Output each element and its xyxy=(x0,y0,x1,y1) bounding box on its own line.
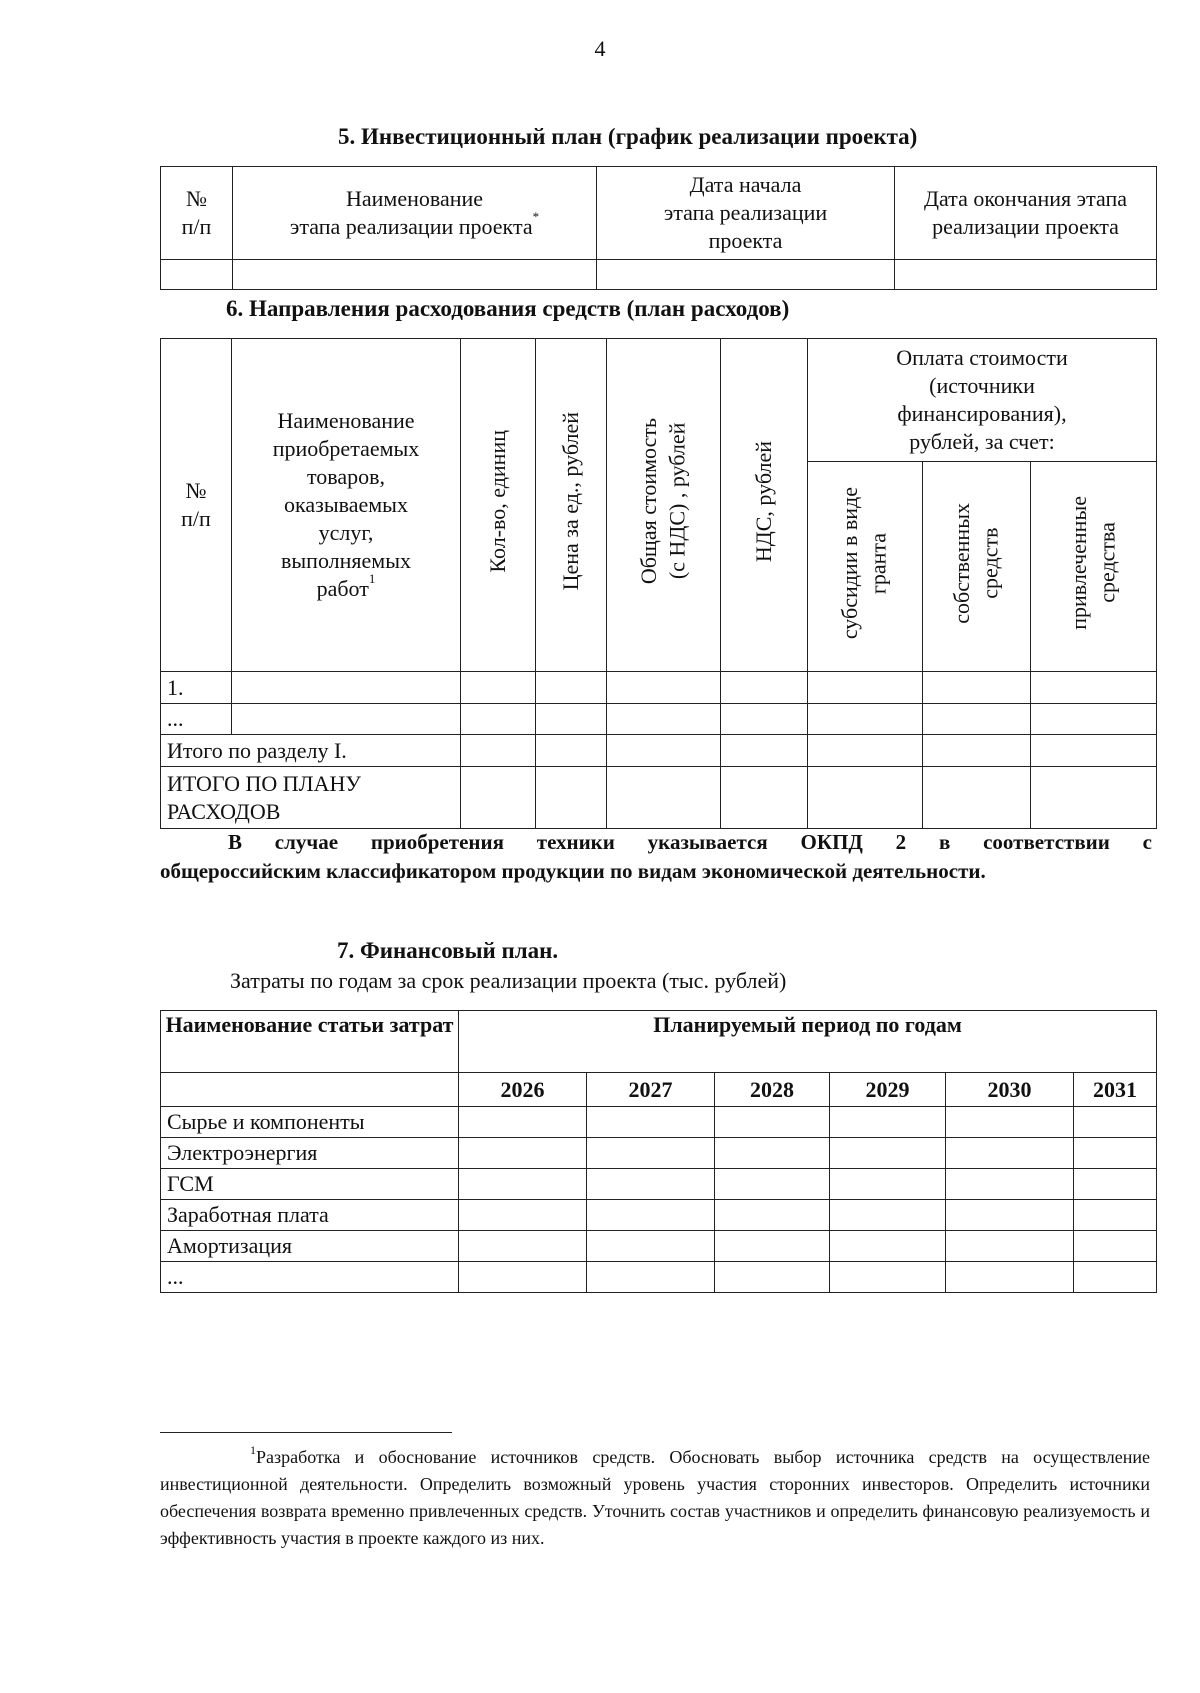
table-cell[interactable] xyxy=(536,767,607,829)
section5-title: 5. Инвестиционный план (график реализации проекта) xyxy=(338,124,918,149)
table-cell[interactable] xyxy=(461,735,536,767)
col-unit-price-header: Цена за ед., рублей xyxy=(536,339,607,672)
table-cell[interactable] xyxy=(161,260,233,290)
table-cell[interactable] xyxy=(1074,1107,1157,1138)
table-cell[interactable] xyxy=(232,704,461,735)
table-cell[interactable] xyxy=(946,1169,1074,1200)
page-number: 4 xyxy=(594,36,606,61)
expense-plan-table xyxy=(160,338,1157,829)
col-own-funds-header: собственных средств xyxy=(923,462,1031,672)
col-payment-sources-header: Оплата стоимости (источники финансирования), рублей, за счет: xyxy=(808,339,1157,462)
cost-item-label: Сырье и компоненты xyxy=(161,1107,459,1138)
table-row xyxy=(161,704,1157,735)
table-row xyxy=(161,1138,1157,1169)
table-cell[interactable] xyxy=(1074,1169,1157,1200)
table-cell[interactable] xyxy=(607,672,721,704)
total-label: ИТОГО ПО ПЛАНУ РАСХОДОВ xyxy=(161,767,461,829)
table-cell[interactable] xyxy=(1074,1262,1157,1293)
table-cell[interactable] xyxy=(715,1107,830,1138)
cost-item-label: ГСМ xyxy=(161,1169,459,1200)
table-cell[interactable] xyxy=(923,767,1031,829)
table-cell[interactable] xyxy=(721,767,808,829)
table-cell[interactable] xyxy=(607,735,721,767)
table-cell[interactable] xyxy=(715,1169,830,1200)
table-cell[interactable] xyxy=(1074,1138,1157,1169)
table-cell[interactable] xyxy=(923,735,1031,767)
section6-title: 6. Направления расходования средств (план расходов) xyxy=(226,296,790,321)
total-row xyxy=(161,767,1157,829)
table-cell[interactable] xyxy=(946,1262,1074,1293)
table-cell[interactable] xyxy=(1031,735,1157,767)
year-2030-header: 2030 xyxy=(946,1073,1074,1107)
cost-item-label: Электроэнергия xyxy=(161,1138,459,1169)
col-vat-header: НДС, рублей xyxy=(721,339,808,672)
row-number: ... xyxy=(161,704,232,735)
table-cell[interactable] xyxy=(808,735,923,767)
table-cell[interactable] xyxy=(1074,1200,1157,1231)
table-cell[interactable] xyxy=(459,1200,587,1231)
table-cell[interactable] xyxy=(536,735,607,767)
table-cell[interactable] xyxy=(587,1231,715,1262)
table-cell[interactable] xyxy=(1031,767,1157,829)
col-goods-name-header: Наименование приобретаемых товаров, оказываемых услуг, выполняемых работ$^1$ xyxy=(232,339,461,672)
cost-item-label: ... xyxy=(161,1262,459,1293)
table-cell[interactable] xyxy=(536,672,607,704)
cost-item-label: Амортизация xyxy=(161,1231,459,1262)
subtotal-row xyxy=(161,735,1157,767)
table-cell[interactable] xyxy=(946,1231,1074,1262)
table-cell[interactable] xyxy=(721,704,808,735)
table-cell[interactable] xyxy=(715,1231,830,1262)
table-cell[interactable] xyxy=(946,1200,1074,1231)
table-cell[interactable] xyxy=(830,1169,946,1200)
table-cell[interactable] xyxy=(597,260,895,290)
row-number: 1. xyxy=(161,672,232,704)
table-cell[interactable] xyxy=(607,704,721,735)
planned-period-header: Планируемый период по годам xyxy=(459,1011,1157,1073)
table-cell[interactable] xyxy=(587,1169,715,1200)
table-cell[interactable] xyxy=(459,1138,587,1169)
table-cell[interactable] xyxy=(1074,1231,1157,1262)
table-cell[interactable] xyxy=(587,1138,715,1169)
footnote xyxy=(160,1444,1150,1552)
subtotal-label: Итого по разделу I. xyxy=(161,735,461,767)
cost-item-label: Заработная плата xyxy=(161,1200,459,1231)
table-row xyxy=(161,672,1157,704)
table-cell[interactable] xyxy=(587,1262,715,1293)
col-num-header: № п/п xyxy=(161,339,232,672)
table-cell[interactable] xyxy=(459,1107,587,1138)
table-cell xyxy=(161,1073,459,1107)
col-cost-item-header: Наименование статьи затрат xyxy=(161,1011,459,1073)
okpd-note xyxy=(160,828,1152,886)
investment-plan-header-row xyxy=(161,167,1157,260)
financial-header-row xyxy=(161,1011,1157,1073)
table-cell[interactable] xyxy=(923,672,1031,704)
col-quantity-header: Кол-во, единиц xyxy=(461,339,536,672)
footnote-text: Разработка и обоснование источников средств. Обосновать выбор источника средств на осуществление инвестиционной деятельности. Определить возможный уровень участия сторонних инвесторов. Определить источники обеспечения возврата временно привлеченных средств. Уточнить состав участников и определить финансовую реализуемость и эффективность участия в проекте каждого из них. xyxy=(160,1447,1150,1548)
table-cell[interactable] xyxy=(721,672,808,704)
year-2028-header: 2028 xyxy=(715,1073,830,1107)
table-row xyxy=(161,1200,1157,1231)
col-subsidy-header: субсидии в виде гранта xyxy=(808,462,923,672)
col-num-header: № п/п xyxy=(161,167,233,260)
table-cell[interactable] xyxy=(715,1200,830,1231)
table-row xyxy=(161,1107,1157,1138)
table-cell[interactable] xyxy=(1031,704,1157,735)
footnote-mark: 1 xyxy=(250,1443,256,1457)
table-cell[interactable] xyxy=(923,704,1031,735)
investment-plan-empty-row xyxy=(161,260,1157,290)
col-start-date-header: Дата начала этапа реализации проекта xyxy=(597,167,895,260)
footnote-divider xyxy=(160,1432,452,1433)
table-cell[interactable] xyxy=(830,1138,946,1169)
investment-plan-table xyxy=(160,166,1157,290)
table-cell[interactable] xyxy=(946,1107,1074,1138)
table-cell[interactable] xyxy=(233,260,597,290)
table-cell[interactable] xyxy=(461,704,536,735)
col-end-date-header: Дата окончания этапа реализации проекта xyxy=(895,167,1157,260)
table-cell[interactable] xyxy=(715,1138,830,1169)
table-cell[interactable] xyxy=(808,672,923,704)
table-row xyxy=(161,1231,1157,1262)
col-stage-name-header: Наименование этапа реализации проекта* xyxy=(233,167,597,260)
table-cell[interactable] xyxy=(461,672,536,704)
years-row xyxy=(161,1073,1157,1107)
table-cell[interactable] xyxy=(461,767,536,829)
table-cell[interactable] xyxy=(715,1262,830,1293)
year-2029-header: 2029 xyxy=(830,1073,946,1107)
table-cell[interactable] xyxy=(895,260,1157,290)
table-cell[interactable] xyxy=(830,1107,946,1138)
col-total-cost-header: Общая стоимость (с НДС) , рублей xyxy=(607,339,721,672)
table-cell[interactable] xyxy=(607,767,721,829)
section7-subtitle: Затраты по годам за срок реализации проекта (тыс. рублей) xyxy=(230,968,787,993)
table-cell[interactable] xyxy=(587,1107,715,1138)
table-cell[interactable] xyxy=(459,1169,587,1200)
table-cell[interactable] xyxy=(459,1231,587,1262)
table-cell[interactable] xyxy=(536,704,607,735)
section7-title: 7. Финансовый план. xyxy=(337,938,559,963)
table-row xyxy=(161,1262,1157,1293)
table-cell[interactable] xyxy=(830,1200,946,1231)
table-cell[interactable] xyxy=(830,1231,946,1262)
year-2031-header: 2031 xyxy=(1074,1073,1157,1107)
table-row xyxy=(161,1169,1157,1200)
okpd-note-line1: В случае приобретения техники указывается ОКПД 2 в соответствии с xyxy=(228,830,1152,854)
table-cell[interactable] xyxy=(808,767,923,829)
table-cell[interactable] xyxy=(1031,672,1157,704)
year-2026-header: 2026 xyxy=(459,1073,587,1107)
table-cell[interactable] xyxy=(830,1262,946,1293)
year-2027-header: 2027 xyxy=(587,1073,715,1107)
expense-header-row xyxy=(161,339,1157,462)
table-cell[interactable] xyxy=(946,1138,1074,1169)
financial-plan-table xyxy=(160,1010,1157,1293)
table-cell[interactable] xyxy=(459,1262,587,1293)
table-cell[interactable] xyxy=(232,672,461,704)
table-cell[interactable] xyxy=(587,1200,715,1231)
okpd-note-line2: общероссийским классификатором продукции по видам экономической деятельности. xyxy=(160,858,986,883)
table-cell[interactable] xyxy=(808,704,923,735)
table-cell[interactable] xyxy=(721,735,808,767)
col-attracted-funds-header: привлеченные средства xyxy=(1031,462,1157,672)
